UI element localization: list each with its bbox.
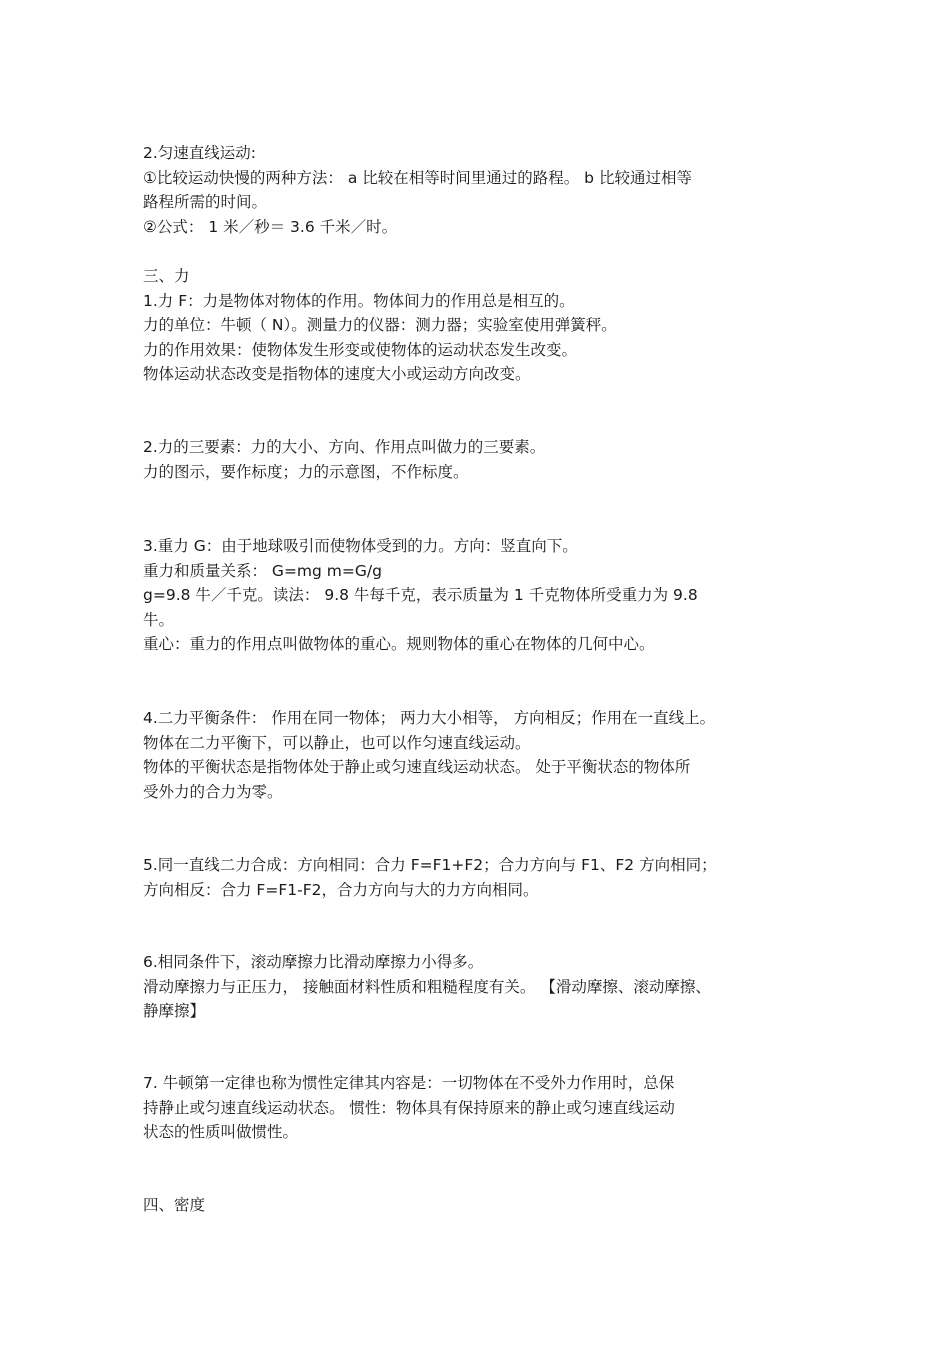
text-line: 方向相反：合力 F=F1-F2，合力方向与大的力方向相同。 bbox=[143, 880, 539, 899]
text-line: 7. 牛顿第一定律也称为惯性定律其内容是：一切物体在不受外力作用时，总保 bbox=[143, 1074, 675, 1092]
text-line: 牛。 bbox=[143, 610, 175, 629]
text-line: 力的单位：牛顿（ N）。测量力的仪器：测力器；实验室使用弹簧秤。 bbox=[143, 316, 617, 334]
text-line: 滑动摩擦力与正压力， 接触面材料性质和粗糙程度有关。 【滑动摩擦、滚动摩擦、 bbox=[143, 977, 711, 996]
section-three-elements bbox=[143, 435, 808, 484]
section-force bbox=[143, 264, 808, 387]
text-line: 物体的平衡状态是指物体处于静止或匀速直线运动状态。 处于平衡状态的物体所 bbox=[143, 758, 691, 776]
text-line: 静摩擦】 bbox=[143, 1002, 206, 1020]
text-line: ①比较运动快慢的两种方法： a 比较在相等时间里通过的路程。 b 比较通过相等 bbox=[143, 168, 692, 187]
text-line: 力的图示，要作标度；力的示意图，不作标度。 bbox=[143, 462, 469, 481]
text-line: g=9.8 牛／千克。读法： 9.8 牛每千克，表示质量为 1 千克物体所受重力为 9.8 bbox=[143, 586, 698, 604]
section-equilibrium bbox=[143, 706, 808, 804]
text-line: 5.同一直线二力合成：方向相同：合力 F=F1+F2；合力方向与 F1、F2 方向相同； bbox=[143, 856, 717, 874]
text-line: 3.重力 G：由于地球吸引而使物体受到的力。方向：竖直向下。 bbox=[143, 537, 578, 555]
text-line: 2.力的三要素：力的大小、方向、作用点叫做力的三要素。 bbox=[143, 438, 546, 456]
section-force-composition bbox=[143, 853, 808, 902]
section-heading: 三、力 bbox=[143, 267, 190, 285]
text-line: 状态的性质叫做惯性。 bbox=[143, 1123, 299, 1141]
section-gravity bbox=[143, 534, 808, 657]
text-line: 6.相同条件下，滚动摩擦力比滑动摩擦力小得多。 bbox=[143, 953, 484, 971]
text-line: 1.力 F：力是物体对物体的作用。物体间力的作用总是相互的。 bbox=[143, 291, 575, 310]
section-newton-first-law bbox=[143, 1071, 808, 1145]
section-heading: 四、密度 bbox=[143, 1196, 206, 1214]
text-line: 4.二力平衡条件： 作用在同一物体； 两力大小相等， 方向相反；作用在一直线上。 bbox=[143, 709, 716, 727]
section-friction bbox=[143, 950, 808, 1024]
text-line: ②公式： 1 米／秒＝ 3.6 千米／时。 bbox=[143, 217, 398, 236]
text-line: 受外力的合力为零。 bbox=[143, 782, 283, 801]
text-line: 重力和质量关系： G=mg m=G/g bbox=[143, 561, 382, 580]
text-line: 力的作用效果：使物体发生形变或使物体的运动状态发生改变。 bbox=[143, 340, 578, 359]
text-line: 路程所需的时间。 bbox=[143, 193, 268, 211]
text-line: 物体运动状态改变是指物体的速度大小或运动方向改变。 bbox=[143, 365, 531, 383]
text-line: 物体在二力平衡下，可以静止，也可以作匀速直线运动。 bbox=[143, 733, 531, 752]
text-line: 2.匀速直线运动: bbox=[143, 144, 257, 162]
text-line: 重心：重力的作用点叫做物体的重心。规则物体的重心在物体的几何中心。 bbox=[143, 635, 655, 653]
section-density bbox=[143, 1193, 808, 1218]
text-line: 持静止或匀速直线运动状态。 惯性：物体具有保持原来的静止或匀速直线运动 bbox=[143, 1098, 675, 1117]
section-uniform-motion bbox=[143, 141, 808, 239]
